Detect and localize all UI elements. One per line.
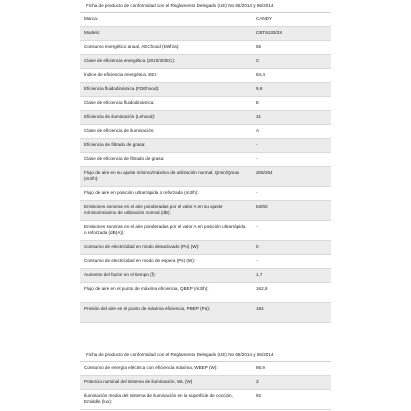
row-label: Flujo de aire en su ajuste mínimo/máximo de utilización normal, Qmin/Qmax (m3/h):	[84, 170, 240, 181]
table-row	[80, 362, 331, 376]
row-value: 84,4	[256, 72, 265, 77]
table-row	[80, 27, 331, 41]
table-row	[80, 83, 331, 97]
product-data-table	[80, 12, 331, 323]
row-value: -	[256, 156, 258, 161]
row-value: E	[256, 100, 260, 105]
product-sheet-card-continued	[80, 349, 331, 411]
table-row	[80, 111, 331, 125]
table-row	[80, 241, 331, 255]
table-row	[80, 97, 331, 111]
sheet-title: Ficha de producto de conformidad con el Reglamento Delegado (UE) No 65/2014 y 66/2014	[86, 352, 274, 357]
row-label: Consumo de electricidad en modo de espera (Ps) (W):	[84, 258, 196, 263]
row-label: Clase de eficiencia de iluminación:	[84, 128, 155, 133]
row-label: Consumo de electricidad en modo desactivado (Po) (W):	[84, 244, 200, 249]
row-value: 9,6	[256, 86, 263, 91]
table-row	[80, 13, 331, 27]
row-value: 31	[256, 114, 262, 119]
sheet-title: Ficha de producto de conformidad con el Reglamento Delegado (UE) No 65/2014 y 66/2014	[86, 3, 274, 8]
row-label: Marca:	[84, 16, 99, 21]
row-value: C	[256, 58, 260, 63]
row-label: Aumento del factor en el tiempo (f):	[84, 272, 156, 277]
row-value: 53/60	[256, 204, 268, 209]
row-value: 184	[256, 306, 264, 311]
table-row	[80, 255, 331, 269]
row-value: 1,7	[256, 272, 263, 277]
table-row	[80, 283, 331, 303]
row-label: Clase de eficiencia energética (2010/30/EC):	[84, 58, 176, 63]
table-row	[80, 390, 331, 410]
table-row	[80, 303, 331, 323]
row-label: Clase de eficiencia de filtrado de grasa:	[84, 156, 165, 161]
table-row	[80, 125, 331, 139]
row-value: 3	[256, 379, 259, 384]
row-label: Presión del aire en el punto de máxima eficiencia, PBEP (Pa):	[84, 306, 211, 311]
row-label: Eficiencia de filtrado de grasa:	[84, 142, 146, 147]
row-label: Iluminación media del sistema de iluminación en la superficie de cocción, Emiddle (lux):	[84, 393, 233, 404]
row-value: 0	[256, 244, 259, 249]
row-label: Modelo:	[84, 30, 101, 35]
table-row	[80, 167, 331, 187]
row-label: Emisiones sonoras en el aire ponderadas por el valor A en posición ultrarrápida o reforzada (dB(A)):	[84, 224, 246, 235]
row-value: 86,9	[256, 365, 265, 370]
row-value: CANDY	[256, 16, 273, 21]
product-sheet-card	[80, 0, 331, 321]
row-label: Eficiencia fluidodinámica (FDEhood):	[84, 86, 160, 91]
row-value: 55	[256, 44, 262, 49]
row-value: 162,8	[256, 286, 268, 291]
table-row	[80, 69, 331, 83]
row-value: 205/264	[256, 170, 273, 175]
table-row	[80, 221, 331, 241]
table-row	[80, 201, 331, 221]
row-label: Índice de eficiencia energética, EEI:	[84, 72, 158, 77]
row-value: -	[256, 190, 258, 195]
row-label: Emisiones sonoras en el aire ponderadas por el valor A en su ajuste mínimo/máximo de utilización normal (dB):	[84, 204, 223, 215]
row-label: Potencia nominal del sistema de iluminación, WL (W)	[84, 379, 193, 384]
row-value: -	[256, 258, 258, 263]
row-value: -	[256, 224, 258, 229]
row-label: Eficiencia de iluminación (Lehood):	[84, 114, 156, 119]
row-label: Flujo de aire en posición ultrarrápida o reforzada (m3/h):	[84, 190, 199, 195]
row-label: Clase de eficiencia fluidodinámica:	[84, 100, 155, 105]
table-row	[80, 269, 331, 283]
row-value: -	[256, 142, 258, 147]
row-value: 92	[256, 393, 262, 398]
row-label: Consumo energético anual, AEChood (kWh/a):	[84, 44, 180, 49]
table-row	[80, 55, 331, 69]
row-label: Consumo de energía eléctrica con eficiencia máxima, WBEP (W):	[84, 365, 218, 370]
row-value: A	[256, 128, 260, 133]
row-value: CBT6130/3X	[256, 30, 283, 35]
table-row	[80, 41, 331, 55]
table-row	[80, 187, 331, 201]
product-data-table	[80, 361, 331, 410]
row-label: Flujo de aire en el punto de máxima eficiencia, QBEP (m3/h):	[84, 286, 209, 291]
table-row	[80, 376, 331, 390]
table-row	[80, 153, 331, 167]
table-row	[80, 139, 331, 153]
